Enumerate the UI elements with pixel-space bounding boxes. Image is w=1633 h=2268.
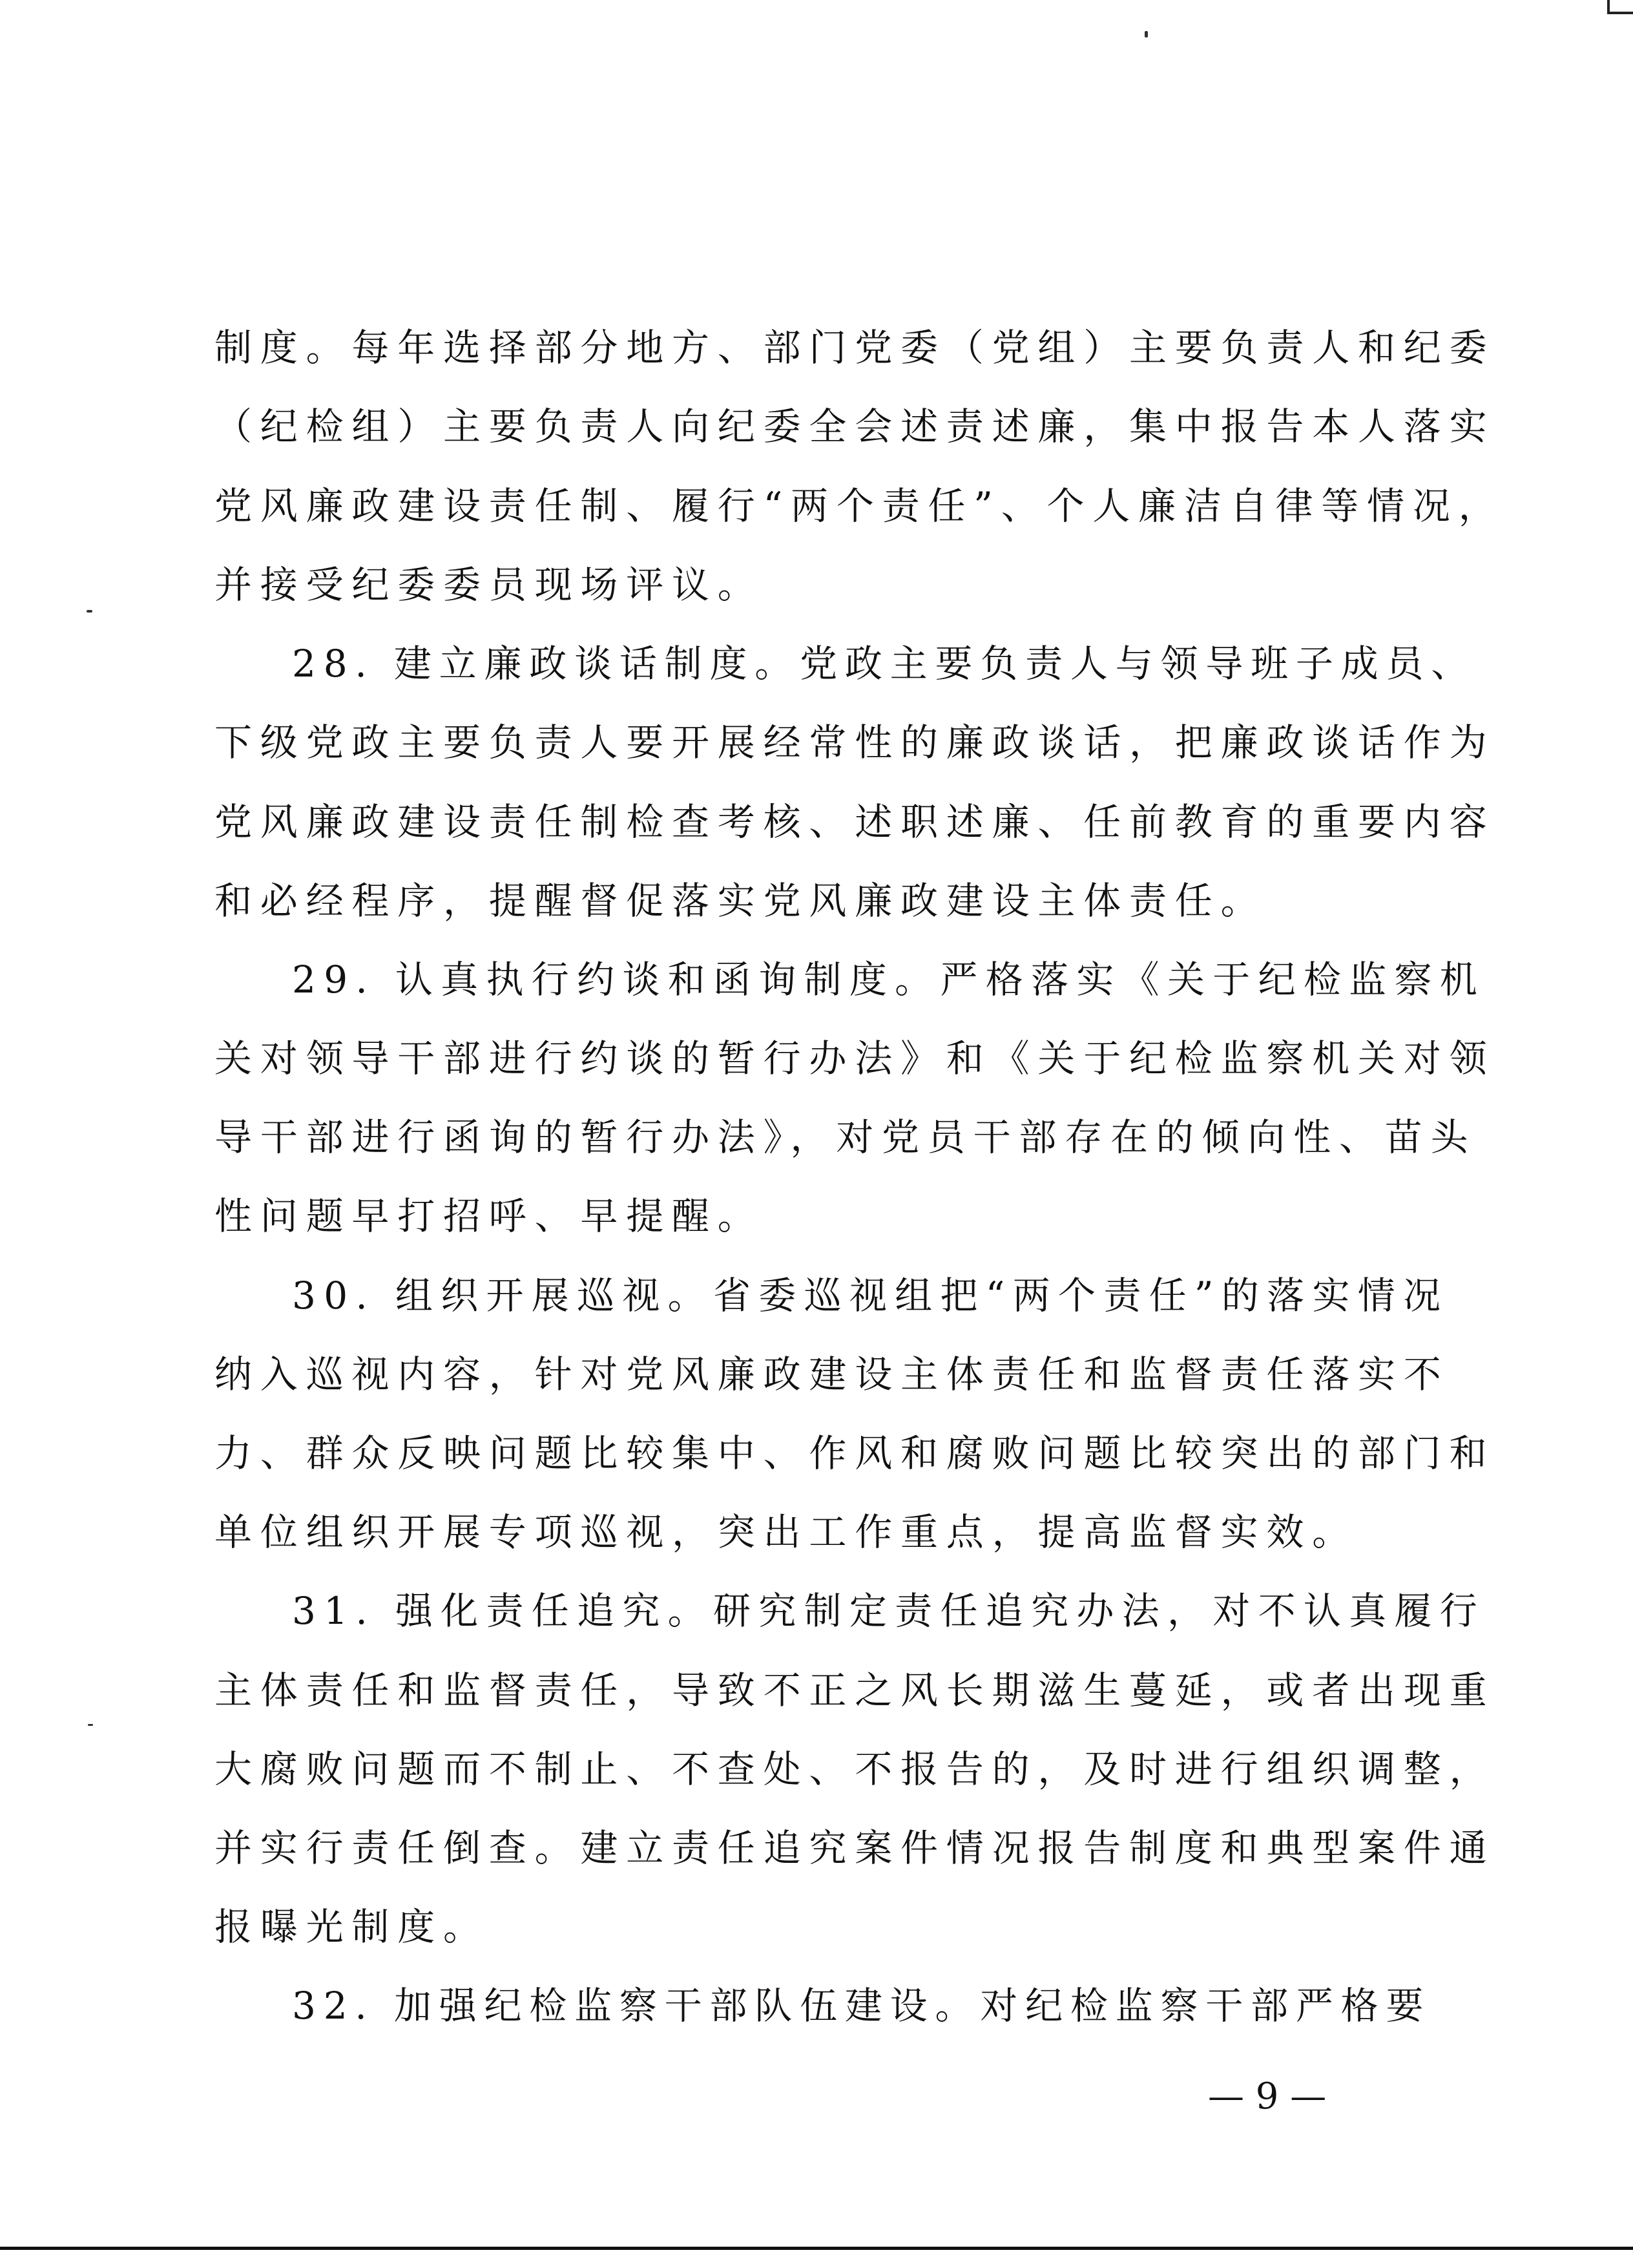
scan-speck bbox=[1145, 31, 1148, 37]
text-line: 制度。每年选择部分地方、部门党委（党组）主要负责人和纪委 bbox=[214, 326, 1495, 370]
text-line: 30. 组织开展巡视。省委巡视组把“两个责任”的落实情况 bbox=[292, 1274, 1449, 1318]
text-line: 31. 强化责任追究。研究制定责任追究办法，对不认真履行 bbox=[292, 1589, 1486, 1633]
text-line: 和必经程序，提醒督促落实党风廉政建设主体责任。 bbox=[214, 879, 1267, 923]
text-line: 单位组织开展专项巡视，突出工作重点，提高监督实效。 bbox=[214, 1510, 1358, 1554]
text-line: 28. 建立廉政谈话制度。党政主要负责人与领导班子成员、 bbox=[292, 642, 1477, 686]
text-line: 32. 加强纪检监察干部队伍建设。对纪检监察干部严格要 bbox=[292, 1984, 1431, 2028]
scan-bottom-edge bbox=[0, 2247, 1633, 2250]
text-line: 党风廉政建设责任制检查考核、述职述廉、任前教育的重要内容 bbox=[214, 800, 1495, 844]
scan-edge-mark bbox=[1607, 0, 1633, 14]
text-line: 并接受纪委委员现场评议。 bbox=[214, 563, 764, 607]
text-line: 性问题早打招呼、早提醒。 bbox=[214, 1194, 764, 1238]
scan-speck bbox=[88, 1724, 93, 1726]
text-line: 党风廉政建设责任制、履行“两个责任”、个人廉洁自律等情况， bbox=[214, 484, 1504, 528]
text-line: 并实行责任倒查。建立责任追究案件情况报告制度和典型案件通 bbox=[214, 1826, 1495, 1870]
text-line: 主体责任和监督责任，导致不正之风长期滋生蔓延，或者出现重 bbox=[214, 1668, 1495, 1712]
text-line: 关对领导干部进行约谈的暂行办法》和《关于纪检监察机关对领 bbox=[214, 1036, 1495, 1080]
text-line: 报曝光制度。 bbox=[214, 1905, 489, 1949]
scan-speck bbox=[87, 610, 92, 613]
text-line: （纪检组）主要负责人向纪委全会述责述廉，集中报告本人落实 bbox=[214, 404, 1495, 448]
page-number: — 9 — bbox=[1208, 2075, 1327, 2117]
text-line: 下级党政主要负责人要开展经常性的廉政谈话，把廉政谈话作为 bbox=[214, 720, 1495, 764]
text-line: 大腐败问题而不制止、不查处、不报告的，及时进行组织调整， bbox=[214, 1747, 1495, 1791]
text-line: 力、群众反映问题比较集中、作风和腐败问题比较突出的部门和 bbox=[214, 1431, 1495, 1475]
text-line: 导干部进行函询的暂行办法》，对党员干部存在的倾向性、苗头 bbox=[214, 1115, 1477, 1159]
text-line: 纳入巡视内容，针对党风廉政建设主体责任和监督责任落实不 bbox=[214, 1352, 1450, 1396]
text-line: 29. 认真执行约谈和函询制度。严格落实《关于纪检监察机 bbox=[292, 958, 1486, 1002]
